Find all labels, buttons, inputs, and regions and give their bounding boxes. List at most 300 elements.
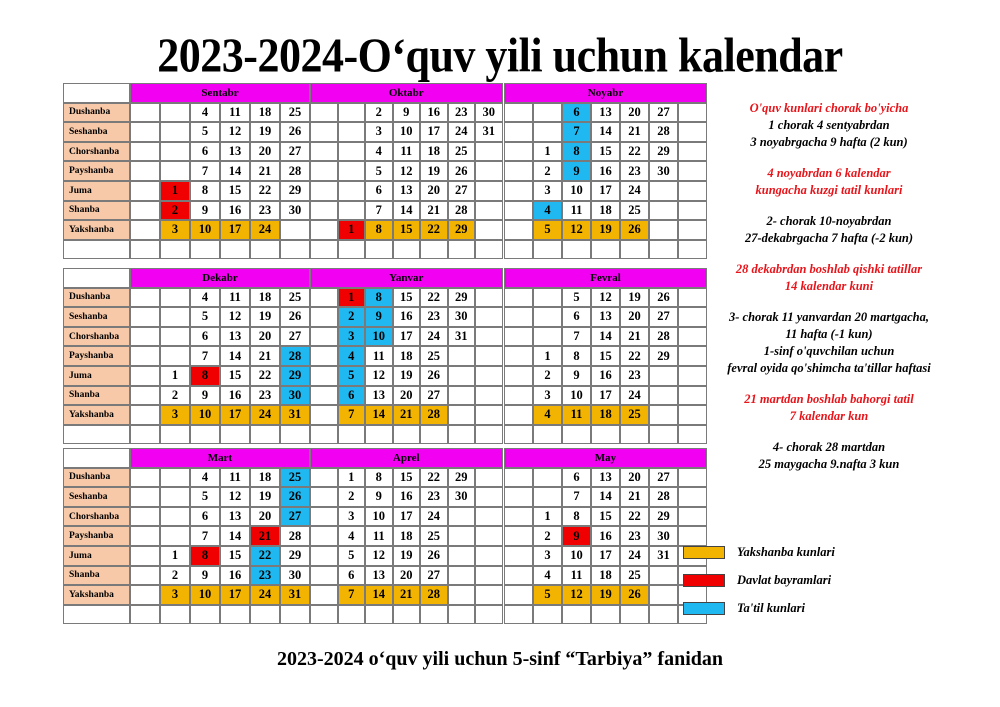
- note-line: kungacha kuzgi tatil kunlari: [755, 183, 903, 197]
- spacer-cell: [475, 425, 503, 445]
- empty-cell: [448, 526, 476, 546]
- date-cell: 1: [160, 546, 190, 566]
- spacer-cell: [250, 605, 280, 625]
- note-block: [668, 213, 990, 247]
- date-cell: 7: [562, 122, 591, 142]
- note-line: 1 chorak 4 sentyabrdan: [768, 118, 890, 132]
- date-cell: 12: [393, 161, 421, 181]
- date-cell: 17: [420, 122, 448, 142]
- empty-cell: [310, 346, 338, 366]
- empty-cell: [160, 487, 190, 507]
- empty-cell: [504, 201, 533, 221]
- empty-cell: [504, 546, 533, 566]
- empty-cell: [475, 487, 503, 507]
- day-name-label: Dushanba: [63, 103, 130, 123]
- date-cell: 19: [250, 122, 280, 142]
- spacer-cell: [160, 425, 190, 445]
- spacer-cell: [280, 605, 310, 625]
- date-cell: 10: [190, 585, 220, 605]
- empty-cell: [533, 103, 562, 123]
- date-cell: 14: [591, 327, 620, 347]
- note-line: 21 martdan boshlab bahorgi tatil: [744, 392, 914, 406]
- spacer-cell: [310, 605, 338, 625]
- date-cell: 23: [250, 386, 280, 406]
- date-cell: 8: [190, 366, 220, 386]
- date-cell: 1: [533, 142, 562, 162]
- date-cell: 14: [591, 122, 620, 142]
- date-cell: 13: [591, 307, 620, 327]
- day-name-label: Seshanba: [63, 487, 130, 507]
- date-cell: 24: [448, 122, 476, 142]
- date-cell: 14: [220, 526, 250, 546]
- empty-cell: [504, 405, 533, 425]
- empty-cell: [448, 346, 476, 366]
- spacer-cell: [448, 425, 476, 445]
- note-block: [668, 439, 990, 473]
- spacer-cell: [338, 605, 366, 625]
- spacer-cell: [250, 240, 280, 260]
- date-cell: 20: [393, 566, 421, 586]
- date-cell: 6: [365, 181, 393, 201]
- date-cell: 15: [393, 468, 421, 488]
- date-cell: 27: [280, 327, 310, 347]
- month-header: Dekabr: [130, 268, 310, 288]
- date-cell: 2: [533, 526, 562, 546]
- spacer-cell: [130, 425, 160, 445]
- spacer-cell: [338, 425, 366, 445]
- date-cell: 5: [190, 487, 220, 507]
- note-line: 4 noyabrdan 6 kalendar: [767, 166, 891, 180]
- spacer-cell: [562, 240, 591, 260]
- date-cell: 15: [591, 142, 620, 162]
- date-cell: 17: [591, 546, 620, 566]
- date-cell: 13: [220, 507, 250, 527]
- date-cell: 11: [365, 526, 393, 546]
- empty-cell: [475, 346, 503, 366]
- date-cell: 23: [620, 526, 649, 546]
- empty-cell: [475, 566, 503, 586]
- date-cell: 18: [250, 288, 280, 308]
- empty-cell: [475, 220, 503, 240]
- date-cell: 4: [533, 201, 562, 221]
- empty-cell: [475, 507, 503, 527]
- legend-label: Ta'til kunlari: [737, 600, 805, 615]
- date-cell: 23: [448, 103, 476, 123]
- empty-cell: [475, 526, 503, 546]
- spacer-cell: [562, 425, 591, 445]
- spacer-cell: [620, 425, 649, 445]
- date-cell: 14: [591, 487, 620, 507]
- empty-cell: [533, 327, 562, 347]
- date-cell: 16: [591, 526, 620, 546]
- date-cell: 10: [365, 327, 393, 347]
- empty-cell: [448, 405, 476, 425]
- date-cell: 11: [562, 405, 591, 425]
- date-cell: 14: [220, 161, 250, 181]
- date-cell: 20: [420, 181, 448, 201]
- date-cell: 2: [533, 161, 562, 181]
- empty-cell: [280, 220, 310, 240]
- date-cell: 15: [220, 546, 250, 566]
- date-cell: 20: [250, 327, 280, 347]
- date-cell: 17: [393, 507, 421, 527]
- empty-cell: [130, 386, 160, 406]
- empty-cell: [475, 366, 503, 386]
- date-cell: 10: [562, 181, 591, 201]
- date-cell: 31: [280, 585, 310, 605]
- date-cell: 5: [338, 546, 366, 566]
- date-cell: 26: [420, 546, 448, 566]
- date-cell: 2: [160, 201, 190, 221]
- date-cell: 5: [533, 585, 562, 605]
- date-cell: 21: [620, 327, 649, 347]
- empty-cell: [504, 366, 533, 386]
- date-cell: 28: [280, 346, 310, 366]
- empty-cell: [130, 288, 160, 308]
- spacer-cell: [365, 425, 393, 445]
- date-cell: 22: [250, 546, 280, 566]
- date-cell: 22: [620, 507, 649, 527]
- date-cell: 29: [448, 288, 476, 308]
- date-cell: 10: [393, 122, 421, 142]
- date-cell: 2: [160, 386, 190, 406]
- empty-cell: [130, 526, 160, 546]
- empty-cell: [504, 526, 533, 546]
- date-cell: 7: [365, 201, 393, 221]
- spacer-cell: [420, 605, 448, 625]
- date-cell: 23: [250, 201, 280, 221]
- date-cell: 5: [365, 161, 393, 181]
- empty-cell: [310, 122, 338, 142]
- empty-cell: [310, 526, 338, 546]
- empty-cell: [310, 487, 338, 507]
- date-cell: 3: [160, 585, 190, 605]
- date-cell: 1: [338, 288, 366, 308]
- date-cell: 6: [562, 468, 591, 488]
- date-cell: 1: [533, 346, 562, 366]
- date-cell: 16: [220, 201, 250, 221]
- spacer-cell: [190, 240, 220, 260]
- empty-cell: [130, 346, 160, 366]
- date-cell: 10: [365, 507, 393, 527]
- empty-cell: [130, 366, 160, 386]
- date-cell: 27: [420, 566, 448, 586]
- spacer-cell: [250, 425, 280, 445]
- date-cell: 2: [338, 487, 366, 507]
- date-cell: 21: [620, 122, 649, 142]
- date-cell: 15: [220, 366, 250, 386]
- date-cell: 25: [620, 566, 649, 586]
- spacer-cell: [533, 605, 562, 625]
- date-cell: 27: [420, 386, 448, 406]
- note-line: 28 dekabrdan boshlab qishki tatillar: [735, 262, 923, 276]
- date-cell: 4: [190, 288, 220, 308]
- corner-cell: [63, 83, 130, 103]
- day-name-label: Yakshanba: [63, 405, 130, 425]
- date-cell: 25: [620, 405, 649, 425]
- empty-cell: [649, 566, 678, 586]
- date-cell: 12: [220, 122, 250, 142]
- spacer-cell: [448, 605, 476, 625]
- date-cell: 5: [533, 220, 562, 240]
- note-block: [668, 100, 990, 117]
- spacer-cell: [220, 425, 250, 445]
- date-cell: 9: [365, 307, 393, 327]
- empty-cell: [448, 507, 476, 527]
- date-cell: 16: [591, 161, 620, 181]
- date-cell: 10: [190, 220, 220, 240]
- empty-cell: [504, 487, 533, 507]
- date-cell: 27: [280, 507, 310, 527]
- date-cell: 2: [338, 307, 366, 327]
- month-header: Noyabr: [504, 83, 707, 103]
- empty-cell: [130, 327, 160, 347]
- date-cell: 28: [280, 161, 310, 181]
- date-cell: 17: [220, 220, 250, 240]
- spacer-cell: [393, 605, 421, 625]
- date-cell: 8: [562, 142, 591, 162]
- date-cell: 26: [420, 366, 448, 386]
- day-name-label: Juma: [63, 181, 130, 201]
- date-cell: 16: [393, 487, 421, 507]
- empty-cell: [160, 327, 190, 347]
- date-cell: 28: [649, 122, 678, 142]
- day-name-label: Payshanba: [63, 346, 130, 366]
- date-cell: 29: [280, 181, 310, 201]
- empty-cell: [160, 468, 190, 488]
- date-cell: 27: [649, 468, 678, 488]
- date-cell: 8: [562, 507, 591, 527]
- date-cell: 14: [365, 585, 393, 605]
- empty-cell: [160, 142, 190, 162]
- empty-cell: [504, 288, 533, 308]
- legend-item: [683, 538, 835, 566]
- date-cell: 29: [280, 366, 310, 386]
- date-cell: 26: [620, 220, 649, 240]
- date-cell: 30: [280, 201, 310, 221]
- spacer-cell: [63, 605, 130, 625]
- date-cell: 21: [393, 405, 421, 425]
- date-cell: 6: [338, 566, 366, 586]
- notes-panel: [668, 100, 990, 487]
- date-cell: 30: [475, 103, 503, 123]
- corner-cell: [63, 268, 130, 288]
- date-cell: 11: [562, 201, 591, 221]
- date-cell: 21: [620, 487, 649, 507]
- date-cell: 16: [220, 386, 250, 406]
- note-line: 25 maygacha 9.nafta 3 kun: [758, 457, 900, 471]
- empty-cell: [448, 386, 476, 406]
- date-cell: 15: [393, 220, 421, 240]
- date-cell: 9: [562, 161, 591, 181]
- empty-cell: [533, 122, 562, 142]
- date-cell: 3: [338, 327, 366, 347]
- date-cell: 24: [420, 327, 448, 347]
- date-cell: 25: [420, 526, 448, 546]
- empty-cell: [475, 161, 503, 181]
- date-cell: 25: [280, 468, 310, 488]
- date-cell: 9: [562, 366, 591, 386]
- date-cell: 22: [420, 220, 448, 240]
- spacer-cell: [504, 240, 533, 260]
- date-cell: 15: [591, 507, 620, 527]
- empty-cell: [310, 201, 338, 221]
- empty-cell: [160, 103, 190, 123]
- day-name-label: Chorshanba: [63, 327, 130, 347]
- date-cell: 21: [393, 585, 421, 605]
- empty-cell: [678, 487, 707, 507]
- spacer-cell: [220, 605, 250, 625]
- empty-cell: [130, 181, 160, 201]
- date-cell: 1: [338, 468, 366, 488]
- spacer-cell: [448, 240, 476, 260]
- empty-cell: [504, 346, 533, 366]
- date-cell: 25: [620, 201, 649, 221]
- date-cell: 18: [393, 346, 421, 366]
- date-cell: 19: [420, 161, 448, 181]
- day-name-label: Seshanba: [63, 122, 130, 142]
- date-cell: 27: [649, 103, 678, 123]
- date-cell: 9: [190, 386, 220, 406]
- note-block: [668, 165, 990, 199]
- empty-cell: [310, 507, 338, 527]
- date-cell: 20: [250, 507, 280, 527]
- date-cell: 31: [448, 327, 476, 347]
- spacer-cell: [591, 425, 620, 445]
- date-cell: 11: [220, 288, 250, 308]
- empty-cell: [504, 566, 533, 586]
- note-line: fevral oyida qo'shimcha ta'tillar haftasi: [727, 361, 931, 375]
- date-cell: 16: [220, 566, 250, 586]
- date-cell: 22: [620, 142, 649, 162]
- empty-cell: [130, 468, 160, 488]
- date-cell: 12: [365, 366, 393, 386]
- empty-cell: [475, 327, 503, 347]
- date-cell: 18: [591, 405, 620, 425]
- empty-cell: [475, 546, 503, 566]
- date-cell: 11: [220, 468, 250, 488]
- empty-cell: [678, 507, 707, 527]
- page-subtitle: 2023-2024 o‘quv yili uchun 5-sinf “Tarbiya” fanidan: [276, 648, 724, 670]
- note-block: [668, 391, 990, 425]
- date-cell: 1: [160, 181, 190, 201]
- empty-cell: [130, 103, 160, 123]
- empty-cell: [310, 220, 338, 240]
- date-cell: 8: [190, 181, 220, 201]
- empty-cell: [160, 161, 190, 181]
- spacer-cell: [393, 240, 421, 260]
- month-header: Aprel: [310, 448, 503, 468]
- date-cell: 4: [338, 346, 366, 366]
- date-cell: 14: [220, 346, 250, 366]
- date-cell: 14: [393, 201, 421, 221]
- date-cell: 18: [591, 201, 620, 221]
- empty-cell: [533, 468, 562, 488]
- empty-cell: [475, 201, 503, 221]
- empty-cell: [130, 220, 160, 240]
- date-cell: 23: [420, 307, 448, 327]
- note-line: 14 kalendar kuni: [784, 279, 874, 293]
- date-cell: 26: [649, 288, 678, 308]
- date-cell: 5: [190, 122, 220, 142]
- date-cell: 12: [365, 546, 393, 566]
- date-cell: 12: [220, 487, 250, 507]
- note-line: 27-dekabrgacha 7 hafta (-2 kun): [744, 231, 914, 245]
- spacer-cell: [130, 605, 160, 625]
- date-cell: 22: [250, 181, 280, 201]
- note-line: 3 noyabrgacha 9 hafta (2 kun): [750, 135, 908, 149]
- note-line: 1-sinf o'quvchilan uchun: [763, 344, 895, 358]
- empty-cell: [310, 566, 338, 586]
- spacer-cell: [310, 425, 338, 445]
- date-cell: 23: [620, 366, 649, 386]
- date-cell: 19: [393, 366, 421, 386]
- date-cell: 19: [620, 288, 649, 308]
- date-cell: 22: [250, 366, 280, 386]
- empty-cell: [338, 201, 366, 221]
- date-cell: 6: [338, 386, 366, 406]
- date-cell: 26: [448, 161, 476, 181]
- spacer-cell: [365, 240, 393, 260]
- empty-cell: [130, 405, 160, 425]
- empty-cell: [310, 161, 338, 181]
- spacer-cell: [338, 240, 366, 260]
- empty-cell: [649, 585, 678, 605]
- note-line: 7 kalendar kun: [789, 409, 869, 423]
- date-cell: 11: [220, 103, 250, 123]
- day-name-label: Dushanba: [63, 288, 130, 308]
- spacer-cell: [533, 425, 562, 445]
- date-cell: 10: [190, 405, 220, 425]
- empty-cell: [160, 288, 190, 308]
- date-cell: 31: [649, 546, 678, 566]
- date-cell: 17: [591, 181, 620, 201]
- spacer-cell: [562, 605, 591, 625]
- spacer-cell: [591, 240, 620, 260]
- date-cell: 24: [620, 386, 649, 406]
- empty-cell: [338, 161, 366, 181]
- empty-cell: [160, 526, 190, 546]
- empty-cell: [448, 566, 476, 586]
- date-cell: 25: [280, 288, 310, 308]
- empty-cell: [504, 507, 533, 527]
- date-cell: 28: [448, 201, 476, 221]
- spacer-cell: [310, 240, 338, 260]
- date-cell: 29: [649, 346, 678, 366]
- calendar-grid: [63, 83, 670, 633]
- date-cell: 22: [420, 288, 448, 308]
- month-header: Mart: [130, 448, 310, 468]
- date-cell: 11: [365, 346, 393, 366]
- day-name-label: Dushanba: [63, 468, 130, 488]
- date-cell: 3: [338, 507, 366, 527]
- date-cell: 17: [220, 585, 250, 605]
- date-cell: 21: [420, 201, 448, 221]
- empty-cell: [533, 487, 562, 507]
- date-cell: 13: [393, 181, 421, 201]
- empty-cell: [130, 307, 160, 327]
- spacer-cell: [649, 605, 678, 625]
- date-cell: 7: [338, 585, 366, 605]
- date-cell: 29: [649, 507, 678, 527]
- date-cell: 4: [190, 103, 220, 123]
- empty-cell: [475, 307, 503, 327]
- date-cell: 22: [420, 468, 448, 488]
- empty-cell: [130, 161, 160, 181]
- date-cell: 3: [533, 386, 562, 406]
- date-cell: 17: [220, 405, 250, 425]
- spacer-cell: [475, 240, 503, 260]
